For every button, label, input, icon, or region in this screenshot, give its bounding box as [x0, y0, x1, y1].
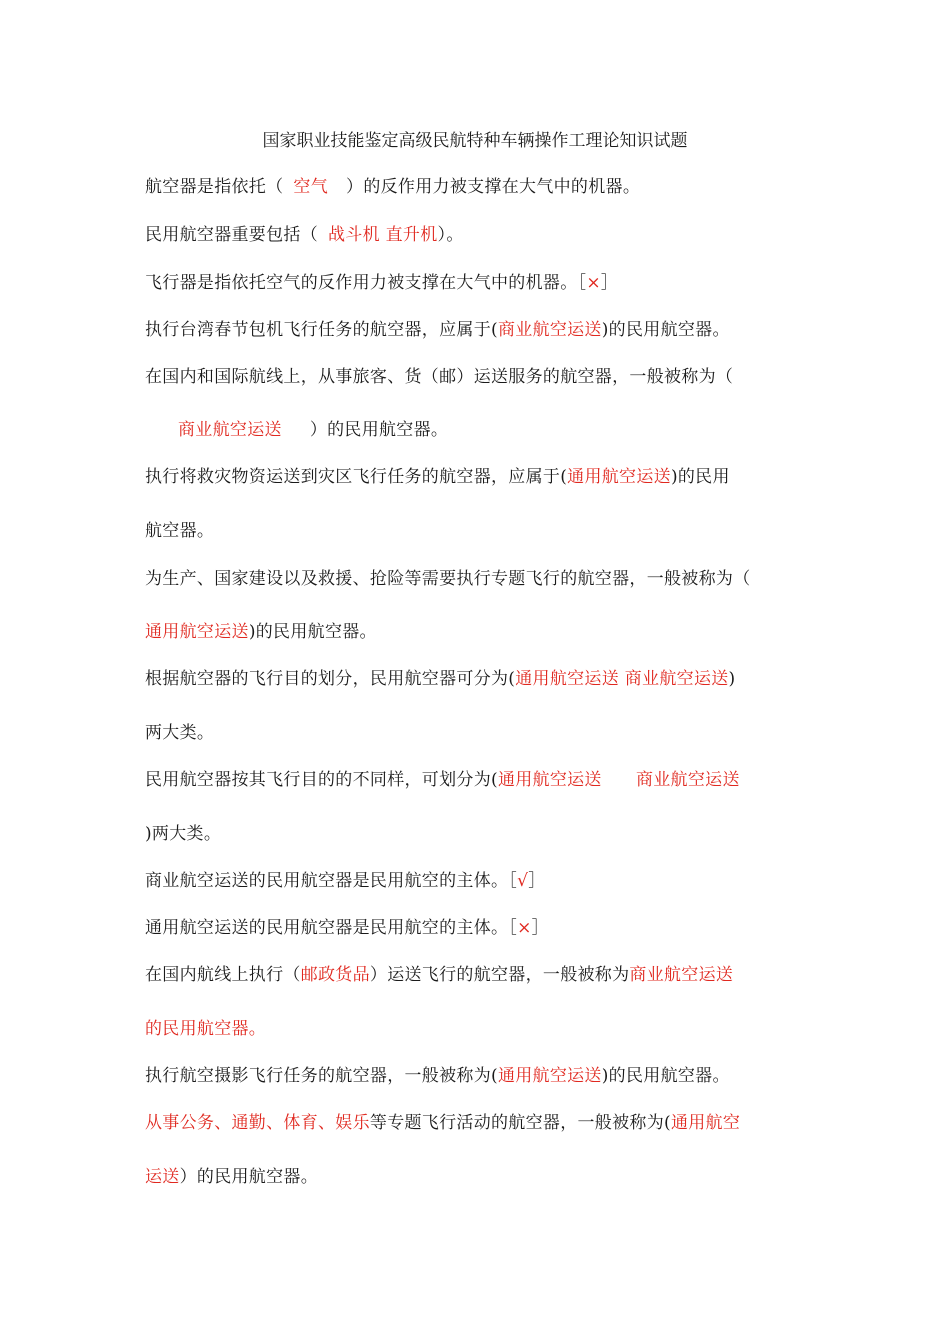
question-text: ］	[531, 918, 549, 938]
question-text: 根据航空器的飞行目的划分，民用航空器可分为(	[145, 669, 516, 689]
question-text: )	[728, 669, 736, 689]
question-text: ）。	[437, 225, 464, 245]
question-line	[145, 172, 640, 197]
question-line	[145, 220, 464, 245]
answer-mark: ×	[586, 273, 601, 293]
question-text: 飞行器是指依托空气的反作用力被支撑在大气中的机器。［	[145, 273, 587, 293]
question-text: ］	[600, 273, 619, 293]
question-text: 两大类。	[145, 723, 215, 743]
question-text: 执行将救灾物资运送到灾区飞行任务的航空器，应属于(	[145, 467, 568, 487]
answer-text: 空气	[293, 177, 329, 197]
question-line	[145, 718, 214, 743]
question-text: ）运送飞行的航空器，一般被称为	[369, 965, 630, 985]
answer-text: 战斗机 直升机	[328, 225, 438, 245]
question-line	[145, 462, 730, 487]
question-text: )的民用航空器。	[601, 320, 730, 340]
answer-text: 通用航空	[670, 1113, 741, 1133]
answer-mark: ×	[517, 918, 532, 938]
answer-text: 商业航空运送	[178, 420, 282, 440]
answer-text: 商业航空运送	[497, 320, 602, 340]
question-text: )两大类。	[145, 824, 222, 844]
question-line	[145, 1061, 730, 1086]
question-line	[145, 362, 733, 387]
answer-text: 通用航空运送	[497, 1066, 602, 1086]
question-line	[178, 415, 448, 440]
question-text: ）的民用航空器。	[309, 420, 449, 440]
question-line	[145, 1162, 318, 1187]
question-text: 商业航空运送的民用航空器是民用航空的主体。［	[145, 871, 518, 891]
question-text: 民用航空器重要包括（	[145, 225, 318, 245]
question-line	[145, 819, 221, 844]
question-line	[145, 765, 740, 790]
question-line	[145, 268, 618, 293]
question-line	[145, 664, 735, 689]
question-text: 航空器是指依托（	[145, 177, 284, 197]
question-text: 民用航空器按其飞行目的的不同样，可划分为(	[145, 770, 498, 790]
document-title: 国家职业技能鉴定高级民航特种车辆操作工理论知识试题	[262, 131, 688, 151]
question-text: 执行台湾春节包机飞行任务的航空器，应属于(	[145, 320, 498, 340]
question-line	[145, 315, 730, 340]
question-text: 等专题飞行活动的航空器，一般被称为(	[369, 1113, 671, 1133]
question-text: ］	[528, 871, 546, 891]
answer-text: 通用航空运送	[567, 467, 671, 487]
question-line	[145, 1108, 740, 1133]
question-text: 执行航空摄影飞行任务的航空器，一般被称为(	[145, 1066, 498, 1086]
question-text: 在国内和国际航线上，从事旅客、货（邮）运送服务的航空器，一般被称为（	[145, 367, 734, 387]
question-text: ）的反作用力被支撑在大气中的机器。	[346, 177, 641, 197]
question-text: 航空器。	[145, 521, 215, 541]
question-text: )的民用航空器。	[601, 1066, 730, 1086]
answer-text: 从事公务、通勤、体育、娱乐	[145, 1113, 370, 1133]
answer-mark: √	[517, 871, 529, 891]
question-line	[145, 1014, 266, 1039]
question-text: 为生产、国家建设以及救援、抢险等需要执行专题飞行的航空器，一般被称为（	[145, 569, 751, 589]
question-text: 在国内航线上执行（	[145, 965, 301, 985]
question-line	[145, 913, 549, 938]
question-line	[145, 960, 733, 985]
question-line	[145, 617, 377, 642]
answer-text: 的民用航空器。	[145, 1019, 267, 1039]
question-text: )的民用航空器。	[248, 622, 377, 642]
question-text: 通用航空运送的民用航空器是民用航空的主体。［	[145, 918, 518, 938]
answer-text: 通用航空运送	[145, 622, 249, 642]
question-text: ）的民用航空器。	[179, 1167, 319, 1187]
question-line	[145, 564, 751, 589]
answer-text: 邮政货品	[300, 965, 370, 985]
answer-text: 通用航空运送 商业航空运送	[497, 770, 740, 790]
question-line	[145, 516, 214, 541]
answer-text: 运送	[145, 1167, 180, 1187]
answer-text: 商业航空运送	[629, 965, 734, 985]
question-text: )的民用	[670, 467, 730, 487]
answer-text: 通用航空运送 商业航空运送	[515, 669, 729, 689]
question-line	[145, 866, 546, 891]
